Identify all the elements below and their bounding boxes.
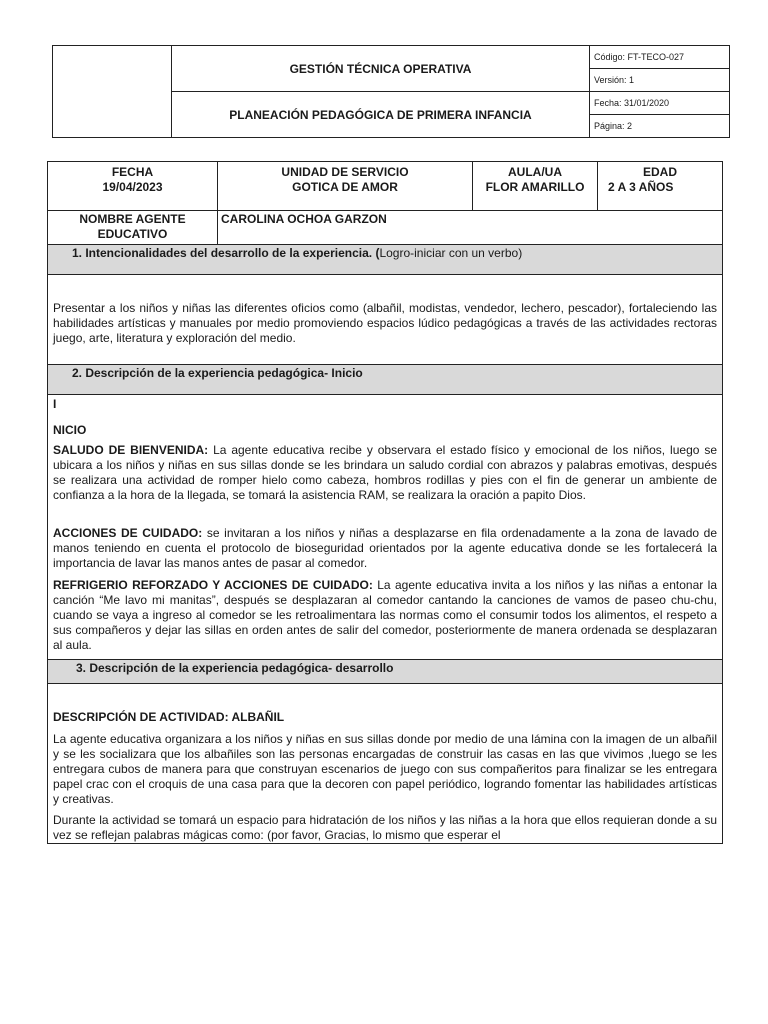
logo-box — [53, 46, 172, 138]
section2-body — [48, 395, 723, 660]
agent-name: CAROLINA OCHOA GARZON — [218, 211, 723, 245]
section1-header-row — [48, 245, 723, 275]
section1-title-text: 1. Intencionalidades del desarrollo de la experiencia. ( — [72, 246, 380, 260]
agent-row — [48, 211, 723, 245]
section3-header-row — [48, 660, 723, 684]
header-codigo: Código: FT-TECO-027 — [590, 46, 730, 69]
acciones-paragraph — [53, 526, 717, 571]
section1-title-note: Logro-iniciar con un verbo) — [379, 246, 523, 260]
actividad-paragraph-2: Durante la actividad se tomará un espacio para hidratación de los niños y las niñas a la hora que ellos requieran donde a su vez se reflejan palabras mágicas como: (por favor, Gracias, lo mismo que esperar el — [53, 813, 717, 842]
edad-label: EDAD — [642, 165, 677, 179]
saludo-label: SALUDO DE BIENVENIDA: — [53, 443, 209, 457]
fecha-cell — [48, 162, 218, 211]
fecha-label: FECHA — [111, 165, 154, 179]
unidad-value: GOTICA DE AMOR — [292, 180, 398, 194]
section1-body-row — [48, 275, 723, 365]
header-subtitle: PLANEACIÓN PEDAGÓGICA DE PRIMERA INFANCIA — [172, 92, 590, 138]
info-row — [48, 162, 723, 211]
section3-title: 3. Descripción de la experiencia pedagógica- desarrollo — [48, 660, 723, 684]
unidad-cell — [218, 162, 473, 211]
header-fecha: Fecha: 31/01/2020 — [590, 92, 730, 115]
edad-value: 2 A 3 AÑOS — [608, 180, 674, 194]
section1-body — [48, 275, 723, 365]
aula-label: AULA/UA — [508, 165, 562, 179]
edad-cell — [598, 162, 723, 211]
refrigerio-text: La agente educativa invita a los niños y las niñas a entonar la canción “Me lavo mi manitas”, después se desplazaran al comedor cantando la canciones de vamos de paseo chu-chu, cuando se vaya a ingreso al comedor se les retroalimentara las normas como el consumir todos los alimentos, el respeto a sus compañeros y dejar las sillas en orden antes de salir del comedor, posteriormente de manera ordenada se desplazaran al aula. — [53, 578, 718, 652]
aula-cell — [473, 162, 598, 211]
actividad-paragraph-1: La agente educativa organizara a los niños y niñas en sus sillas donde por medio de una lámina con la imagen de un albañil y se les socializara que los albañiles son las personas encargadas de construir las casas en las que vivimos ,luego se les entregara cubos de manera para que construyan escenarios de juego con sus compañeritos para finalizar se les entregara papel crac con el croquis de una casa para que la decoren con papel periódico, logrando fomentar las habilidades artísticas y creativas. — [53, 732, 717, 806]
section3-body-row — [48, 684, 723, 844]
planning-table — [47, 161, 723, 844]
header-version: Versión: 1 — [590, 69, 730, 92]
header-pagina: Página: 2 — [590, 115, 730, 138]
section2-title: 2. Descripción de la experiencia pedagógica- Inicio — [48, 365, 723, 395]
header-title: GESTIÓN TÉCNICA OPERATIVA — [172, 46, 590, 92]
saludo-text: La agente educativa recibe y observara el estado físico y emocional de los niños, luego se ubicara a los niños y niñas en sus sillas donde se les brindara un saludo cordial con abrazos y palabras emotivas, después se realizara una actividad de romper hielo como cabeza, hombros rodillas y pies con el fin de generar un ambiente de confianza a la hora de la llegada, se tomará la asistencia RAM, se realizara la oración a papito Dios. — [53, 443, 717, 502]
agent-label: NOMBRE AGENTE EDUCATIVO — [48, 211, 218, 245]
section2-body-row — [48, 395, 723, 660]
actividad-heading: DESCRIPCIÓN DE ACTIVIDAD: ALBAÑIL — [53, 710, 285, 724]
inicio-letter: I — [53, 397, 57, 411]
unidad-label: UNIDAD DE SERVICIO — [281, 165, 409, 179]
refrigerio-paragraph — [53, 578, 717, 653]
inicio-heading: NICIO — [53, 423, 87, 437]
document-header — [52, 45, 730, 138]
acciones-text: se invitaran a los niños y niñas a desplazarse en fila ordenadamente a la zona de lavado de manos teniendo en cuenta el protocolo de bioseguridad orientados por la agente educativa donde se les fortalecerá la importancia de lavar las manos antes de pasar al comedor. — [53, 526, 718, 570]
section1-title — [48, 245, 723, 275]
acciones-label: ACCIONES DE CUIDADO: — [53, 526, 203, 540]
fecha-value: 19/04/2023 — [102, 180, 163, 194]
aula-value: FLOR AMARILLO — [485, 180, 585, 194]
refrigerio-label: REFRIGERIO REFORZADO Y ACCIONES DE CUIDADO: — [53, 578, 373, 592]
section2-header-row — [48, 365, 723, 395]
saludo-paragraph — [53, 443, 717, 503]
section3-body — [48, 684, 723, 844]
section1-text: Presentar a los niños y niñas las diferentes oficios como (albañil, modistas, vendedor, lechero, pescador), fortaleciendo las habilidades artísticas y manuales por medio promoviendo espacios lúdico pedagógicas a través de las actividades rectoras juego, arte, literatura y exploración del medio. — [53, 301, 717, 345]
